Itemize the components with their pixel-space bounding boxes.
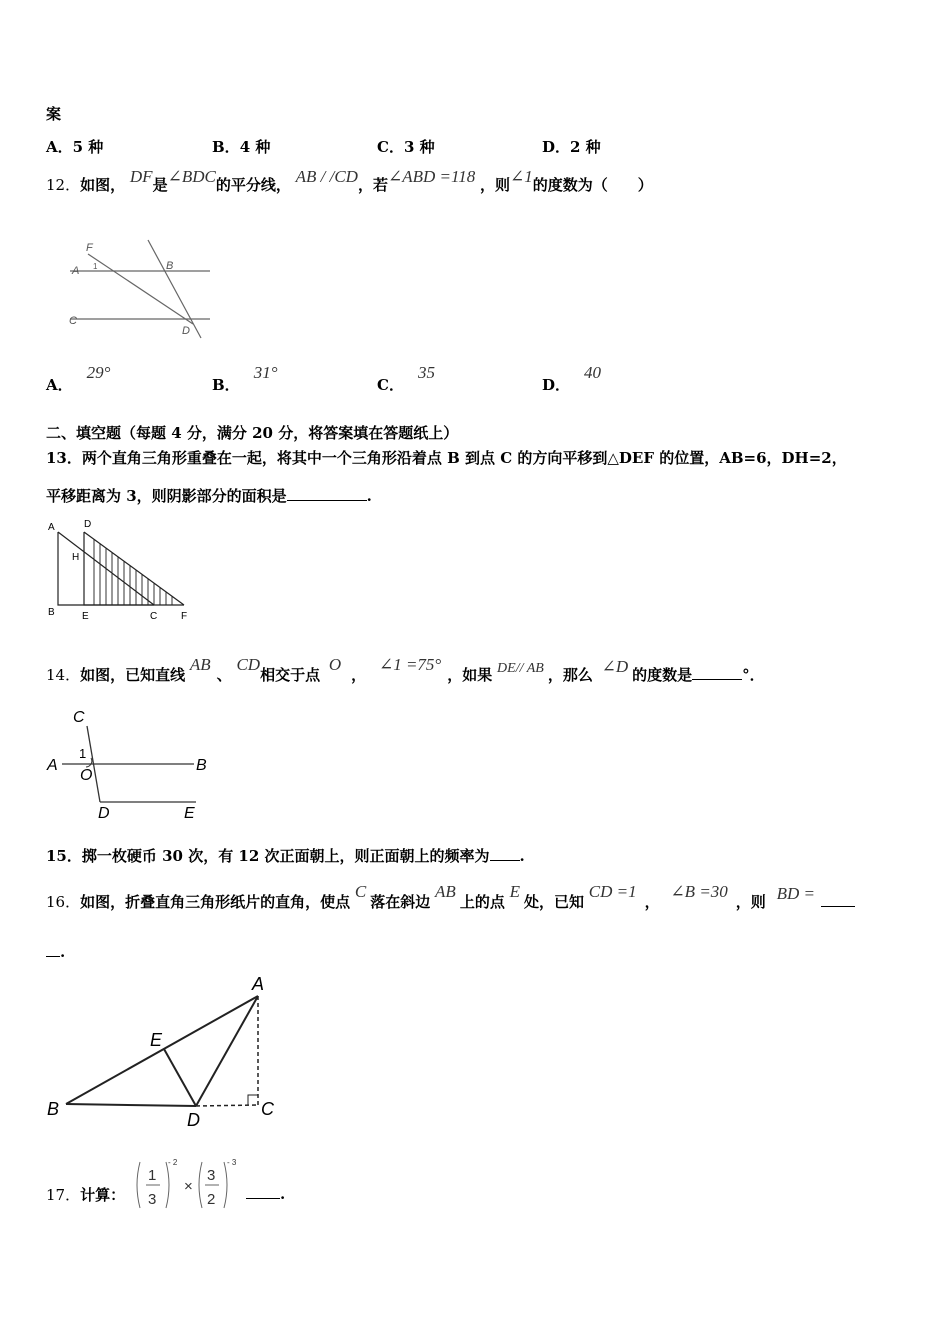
q13-label-f: F	[181, 611, 188, 622]
q16-stem: 16．如图，折叠直角三角形纸片的直角，使点 C落在斜边 AB上的点 E处，已知 CD =1， ∠B =30，则 BD =	[46, 891, 855, 912]
q13-label-a: A	[48, 522, 55, 533]
q15-answer-blank[interactable]	[490, 846, 520, 861]
q11-option-b[interactable]: B．4 种	[212, 138, 271, 156]
q14-label-1: 1	[79, 746, 87, 761]
q13-label-h: H	[72, 552, 80, 563]
q17-answer-blank[interactable]	[246, 1184, 280, 1199]
q16-label-e: E	[150, 1030, 163, 1050]
q14-answer-blank[interactable]	[692, 665, 742, 680]
q12-figure	[60, 236, 220, 346]
q14-figure	[44, 708, 224, 823]
q13-label-e: E	[82, 611, 89, 622]
q15-stem: 15．掷一枚硬币 30 次，有 12 次正面朝上，则正面朝上的频率为 .	[46, 847, 525, 865]
q16-answer-blank[interactable]	[821, 892, 855, 907]
q16-label-a: A	[252, 974, 265, 994]
q12-label-a: A	[72, 265, 80, 277]
q12-label-f: F	[86, 242, 93, 254]
q13-figure	[44, 518, 204, 626]
carryover-text: 案	[46, 105, 62, 123]
q12-option-d[interactable]: D．40	[542, 363, 602, 394]
q12-option-b[interactable]: B．31°	[212, 363, 278, 394]
q17-den-1: 3	[148, 1191, 157, 1208]
q16-figure	[44, 974, 284, 1134]
q17-times: ×	[184, 1178, 193, 1195]
q13-line2: 平移距离为 3，则阴影部分的面积是 .	[46, 487, 372, 505]
q17-exp-1: - 2	[168, 1158, 178, 1167]
q16-label-c: C	[261, 1099, 274, 1119]
q13-label-b: B	[48, 607, 55, 618]
q11-option-a[interactable]: A．5 种	[46, 138, 104, 156]
q14-label-a: A	[47, 757, 58, 774]
q14-label-d: D	[98, 805, 110, 822]
q17-num-1: 1	[148, 1167, 157, 1184]
q11-option-d[interactable]: D．2 种	[542, 138, 601, 156]
q17-stem: 17．计算：	[46, 1186, 126, 1204]
q16-answer-blank-cont[interactable]: .	[46, 942, 65, 961]
q16-label-b: B	[47, 1099, 60, 1119]
q17-answer: .	[246, 1184, 285, 1203]
q17-den-2: 2	[207, 1191, 216, 1208]
q14-label-c: C	[73, 709, 85, 726]
q12-option-a[interactable]: A．29°	[46, 363, 111, 394]
q12-label-1: 1	[93, 262, 98, 271]
q12-label-d: D	[182, 325, 190, 337]
q11-option-c[interactable]: C．3 种	[377, 138, 435, 156]
section-title: 二、填空题（每题 4 分，满分 20 分，将答案填在答题纸上）	[46, 424, 459, 442]
q17-expression	[132, 1156, 242, 1214]
q13-label-c: C	[150, 611, 158, 622]
q17-num-2: 3	[207, 1167, 216, 1184]
q17-exp-2: - 3	[227, 1158, 237, 1167]
q14-label-b: B	[196, 757, 207, 774]
q14-label-e: E	[184, 805, 195, 822]
q13-line1: 13．两个直角三角形重叠在一起，将其中一个三角形沿着点 B 到点 C 的方向平移到△DEF 的位置，AB=6，DH=2，	[46, 449, 847, 467]
q12-label-c: C	[69, 315, 77, 327]
q14-label-o: O	[80, 767, 93, 784]
q13-label-d: D	[84, 519, 92, 530]
q12-option-c[interactable]: C．35	[377, 363, 435, 394]
q14-stem: 14．如图，已知直线 AB、 CD相交于点 O， ∠1 =75°，如果 DE// AB ，那么 ∠D 的度数是 °．	[46, 655, 765, 684]
q13-answer-blank[interactable]	[287, 486, 367, 501]
q12-stem: 12．如图， DF是∠BDC的平分线， AB / /CD，若∠ABD =118 ，则∠1的度数为（ ）	[46, 167, 653, 194]
q12-label-b: B	[166, 260, 174, 272]
q16-label-d: D	[187, 1110, 200, 1130]
